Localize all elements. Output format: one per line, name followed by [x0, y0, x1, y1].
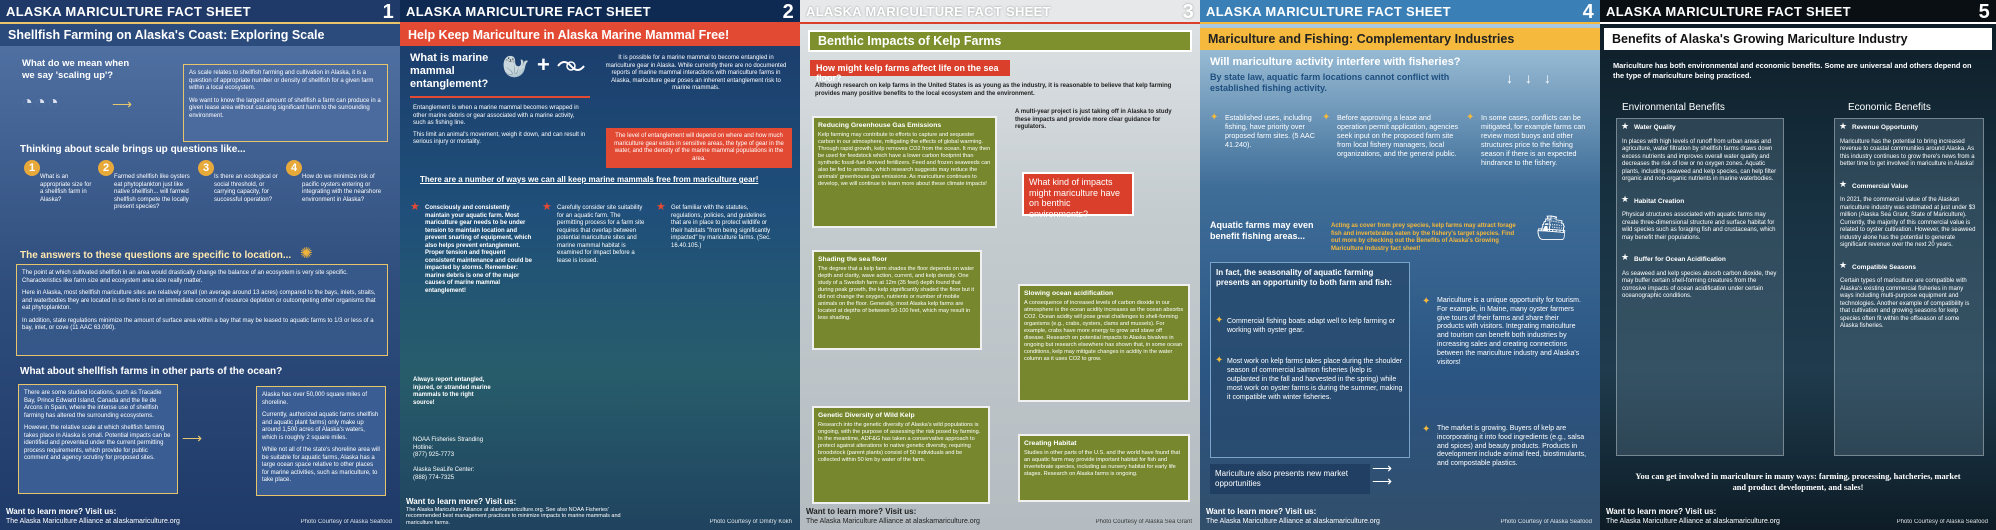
number-badge: 2: [98, 160, 114, 176]
question-text: How do we minimize risk of pacific oysters entering or integrating with the nearshore environment in Alaska?: [302, 174, 382, 203]
number-badge: 4: [286, 160, 302, 176]
law-bullet: In some cases, conflicts can be mitigated, for example farms can review most buoys and other structures price to the fishing season if there is an expected hindrance to the fishery.: [1481, 113, 1586, 167]
law-bullet: Established uses, including fishing, have priority over proposed farm sites. (5 AAC 41.240).: [1225, 113, 1315, 149]
way-item: Carefully consider site suitability for an aquatic farm. The permitting process for a farm site requires that overlap between potential mariculture sites and marine mammal habitat is examined for impact before a lease is issued.: [557, 205, 645, 264]
other-text: There are some studied locations, such as Tracadie Bay, Prince Edward Island, Canada and the Ile de Arcons in Spain, where the intense use of shellfish farming has altered the surrounding ecosystems.: [24, 390, 162, 419]
benefit-title: Water Quality: [1634, 124, 1676, 131]
fishing-boat-icon: ⛴: [1536, 215, 1567, 242]
noaa-hotline: [408, 432, 508, 487]
diamond-icon: ✦: [1466, 112, 1475, 123]
entanglement-level-box: The level of entanglement will depend on where and how much mariculture gear exists in sensitive areas, the type of gear in the water, and the density of the marine mammal populations in the area.: [606, 128, 792, 168]
sheet-subtitle: Benthic Impacts of Kelp Farms: [808, 30, 1192, 52]
box-title: Reducing Greenhouse Gas Emissions: [818, 122, 942, 129]
divider: [410, 96, 590, 98]
way-item: Consciously and consistently maintain your aquatic farm. Most mariculture gear needs to be under tension to maintain location and prevent snarling of equipment, which also helps prevent entanglement. Proper tension and frequent consistent maintenance and could be impacted by storms. Remember: marine debris is one of the major causes of marine mammal entanglement!: [425, 205, 533, 294]
other-text: While not all of the state's shoreline area will be suitable for aquatic farms, Alaska has a large ocean space relative to other places for marine activities, such as mariculture, to take place.: [262, 447, 380, 483]
fact-sheet-5: [1600, 0, 1996, 530]
entanglement-risk-text: It is possible for a marine mammal to become entangled in mariculture gear in Alaska. While currently there are no documented reports of marine mammal interactions with mariculture farms in Alaska, mariculture gear poses an inherent entanglement risk to marine mammals.: [605, 55, 787, 91]
definition-text: We want to know the largest amount of shellfish a farm can produce in a given lease area without causing significant harm to the surrounding environment.: [189, 97, 381, 119]
sheet-footer: [1606, 507, 1780, 526]
box-text: A consequence of increased levels of carbon dioxide in our atmosphere is the ocean acidity increases as the ocean absorbs CO2. Ocean acidity will pose great challenges to shell-forming organisms (e.g., crabs, oysters, clams and mussels). For example, crabs have more energy to grow and stave off disease. Research on potential impacts to Alaska bivalves in ongoing but research elsewhere has shown that, in some ocean conditions, kelp may mitigate changes in acidity in the water column as it uses CO2 to grow.: [1024, 300, 1184, 362]
box-text: Studies in other parts of the U.S. and the world have found that an aquatic farm may provide important habitat for fish and invertebrate species, including as nursery habitat for early life stages. Research on Alaska farms is ongoing.: [1024, 450, 1181, 477]
benefit-title: Habitat Creation: [1634, 197, 1685, 205]
definition-text: This limit an animal's movement, weigh it down, and can result in serious injury or mortality.: [413, 131, 586, 145]
photo-credit: Photo Courtesy of Alaska Sea Grant: [1095, 519, 1192, 525]
shading-box: [812, 250, 982, 350]
diamond-icon: ✦: [1322, 112, 1331, 123]
law-bullet: Before approving a lease and operation permit application, agencies seek input on the proposed farm site from local fishery managers, local organizations, and the general public.: [1337, 113, 1459, 158]
closing-text: You can get involved in mariculture in many ways: farming, processing, hatcheries, market and product development, and sales!: [1635, 472, 1961, 492]
fact-sheet-4: [1200, 0, 1600, 530]
entanglement-definition: [408, 100, 593, 152]
intro-text: Although research on kelp farms in the United States is as young as the industry, it is reasonable to believe that kelp farming provides many positive benefits to the local ecosystem and the environment.: [815, 83, 1172, 97]
fisheries-question: Will mariculture activity interfere with fisheries?: [1210, 56, 1461, 68]
state-law-text: By state law, aquatic farm locations cannot conflict with established fishing activity.: [1210, 72, 1450, 93]
way-item: Get familiar with the statutes, regulations, policies, and guidelines that are in place to protect wildlife or their habitats "from being significantly impacted" by mariculture farms. (Sec. 16.40.105.): [671, 205, 771, 249]
star-icon: ★: [1621, 193, 1630, 204]
footer-ask: Want to learn more? Visit us:: [6, 507, 117, 516]
sheet-header: [0, 0, 400, 24]
box-text: Research into the genetic diversity of Alaska's wild populations is ongoing, with the purpose of assessing the risk posed by farming. In the meantime, ADF&G has taken a conservative approach to protect against alterations to native genetic diversity, requiring broodstock (parent plants) consist of 50 individuals and be collected within 50 km by water of the farm.: [818, 422, 981, 463]
benefit-title: Compatible Seasons: [1852, 263, 1916, 271]
footer-ask: Want to learn more? Visit us:: [1606, 507, 1717, 516]
eco-column: [1834, 118, 1984, 456]
benefit-text: As seaweed and kelp species absorb carbon dioxide, they may buffer certain shell-forming creatures from the corrosive impacts of ocean acidification under certain oceanographic conditions.: [1622, 270, 1777, 299]
impacts-callout: What kind of impacts might mariculture have on benthic environments?: [1022, 172, 1134, 216]
arrow-right-icon: ⟶: [112, 96, 133, 112]
season-item: Most work on kelp farms takes place during the shoulder season of commercial salmon fisheries (kelp is outplanted in the fall and harvested in the spring) while most work on oyster farms is during the summer, making it compatible with winter fisheries.: [1227, 358, 1403, 401]
scale-definition-box: [183, 64, 388, 142]
sheet-subtitle: Shellfish Farming on Alaska's Coast: Exploring Scale: [0, 24, 400, 46]
scaling-question: What do we mean when we say 'scaling up'?: [22, 58, 130, 81]
star-icon: ★: [1839, 259, 1848, 270]
other-oceans-left-box: [18, 384, 178, 494]
sheet-subtitle: Help Keep Mariculture in Alaska Marine Mammal Free!: [400, 24, 800, 46]
thinking-heading: Thinking about scale brings up questions like...: [20, 144, 246, 155]
number-badge: 3: [198, 160, 214, 176]
footer-link[interactable]: The Alaska Mariculture Alliance at alaskamariculture.org. See also NOAA Fisheries' recommended best management practices to minimize impacts to marine mammals and mariculture farms.: [406, 506, 621, 526]
seal-icon: 🦭: [502, 54, 530, 79]
sheet-subtitle: Mariculture and Fishing: Complementary Industries: [1200, 28, 1600, 50]
footer-ask: Want to learn more? Visit us:: [406, 496, 517, 506]
entanglement-question: What is marine mammal entanglement?: [410, 52, 489, 90]
question-text: Farmed shellfish like oysters eat phytoplankton just like native shellfish... will farmed shellfish compete the locally present species?: [114, 174, 190, 210]
benefit-title: Buffer for Ocean Acidification: [1634, 256, 1726, 263]
seasonality-box: [1210, 262, 1410, 458]
sheet-header: [400, 0, 800, 24]
hotline-number[interactable]: (877) 925-7773: [413, 452, 455, 458]
definition-text: Entanglement is when a marine mammal becomes wrapped in other marine debris or gear associated with a marine activity, such as fishing line.: [413, 105, 579, 126]
sheet-header: [1600, 0, 1996, 24]
photo-credit: Photo Courtesy of Alaska Seafood: [300, 519, 392, 525]
benefit-title: Commercial Value: [1852, 182, 1908, 190]
hotline-label: NOAA Fisheries Stranding Hotline:: [413, 437, 484, 451]
sheet-subtitle: Benefits of Alaska's Growing Mariculture Industry: [1604, 28, 1992, 50]
footer-link[interactable]: The Alaska Mariculture Alliance at alaskamariculture.org: [6, 518, 180, 525]
footer-link[interactable]: The Alaska Mariculture Alliance at alaskamariculture.org: [1206, 518, 1380, 525]
acidification-box: [1018, 284, 1190, 402]
answer-paragraph: In addition, state regulations minimize the amount of surface area within a bay that may be leased to aquatic farms to 1/3 or less of a bay, inlet, or cove (11 AAC 63.090).: [22, 317, 374, 331]
star-icon: ★: [1621, 252, 1630, 262]
diamond-icon: ✦: [1210, 112, 1219, 123]
star-icon: ★: [1839, 121, 1848, 131]
photo-credit: Photo Courtesy of Dmitry Kokh: [709, 519, 792, 525]
sun-icon: ✺: [300, 245, 313, 262]
answers-box: [16, 264, 388, 356]
benefit-text: Physical structures associated with aquatic farms may create three-dimensional structure and surface habitat for wild species such as foraging fish and crustaceans, which may benefit their populations.: [1622, 212, 1776, 241]
benefit-text: In places with high levels of runoff from urban areas and agriculture, water filtration by shellfish farms draws down excess nutrients and improves overall water quality and decreases the risk of low or no oxygen zones. Aquatic plants, including seaweed and kelp species, can help filter organic and non-organic nutrients in marine waterbodies.: [1622, 138, 1777, 182]
genetic-box: [812, 406, 990, 504]
market-text: The market is growing. Buyers of kelp are incorporating it into food ingredients (e.g., salsa and spices) and beauty products. Products in development include animal feed, biostimulants, and compostable plastics.: [1437, 425, 1587, 468]
arrow-right-icon: ⟶ ⟶: [1372, 460, 1393, 489]
benefit-text: Acting as cover from prey species, kelp farms may attract forage fish and invertebrates eaten by the fishery's target species. Find out more by checking out the Benefits of Alaska's Growing Mariculture Industry fact sheet!: [1331, 223, 1516, 252]
habitat-box: [1018, 434, 1190, 502]
eco-heading: Economic Benefits: [1848, 102, 1931, 113]
hotline-number[interactable]: (888) 774-7325: [413, 474, 455, 481]
report-text: Always report entangled, injured, or stranded marine mammals to the right source!: [413, 377, 491, 406]
star-icon: ★: [656, 201, 666, 213]
question-text: Is there an ecological or social threshold, or carrying capacity, for successful operation?: [214, 174, 278, 203]
fact-sheet-3: [800, 0, 1200, 530]
diamond-icon: ✦: [1422, 424, 1431, 435]
other-text: Currently, authorized aquatic farms shellfish and aquatic plant farms) only make up around 1,500 acres of Alaska's waters, which is roughly 2 square miles.: [262, 412, 379, 441]
footer-link[interactable]: The Alaska Mariculture Alliance at alaskamariculture.org: [1606, 518, 1780, 525]
sheet-header: [800, 0, 1200, 24]
market-heading: Mariculture also presents new market opportunities: [1210, 464, 1370, 494]
sheet-number: 5: [1978, 1, 1990, 23]
sheet-header: [1200, 0, 1600, 24]
sheet-footer: [806, 507, 980, 526]
benefit-text: Mariculture has the potential to bring increased revenue to coastal communities around Alaska. As this industry continues to grow there's news from a better time to get involved in mariculture in Alaska!: [1840, 138, 1975, 167]
other-oceans-heading: What about shellfish farms in other parts of the ocean?: [20, 366, 283, 377]
footer-ask: Want to learn more? Visit us:: [1206, 507, 1317, 516]
star-icon: ★: [1839, 178, 1848, 189]
arrow-right-icon: ⟶: [182, 430, 203, 446]
footer-link[interactable]: The Alaska Mariculture Alliance at alaskamariculture.org: [806, 518, 980, 525]
other-text: Alaska has over 50,000 square miles of shoreline.: [262, 392, 368, 406]
benefit-text: In 2021, the commercial value of the Alaskan mariculture industry was estimated at just under $3 million (Alaska Sea Grant, State of Mariculture). Currently, the majority of this commercial value is related to oyster cultivation. However, the seaweed industry alone has the potential to generate significant revenue over the next 20 years.: [1840, 197, 1976, 248]
box-title: Slowing ocean acidification: [1024, 290, 1114, 297]
plus-icon: +: [537, 52, 550, 77]
diamond-icon: ✦: [1215, 315, 1224, 326]
box-title: Shading the sea floor: [818, 256, 888, 263]
sheet-footer: [6, 507, 180, 526]
season-item: Commercial fishing boats adapt well to kelp farming or working with oyster gear.: [1227, 318, 1396, 334]
sheet-number: 1: [382, 1, 394, 23]
header-title: ALASKA MARICULTURE FACT SHEET: [806, 3, 1051, 19]
answer-paragraph: The point at which cultivated shellfish in an area would drastically change the balance of an ecosystem is very site specific. Characteristics like farm size and ecosystem area size really matter.: [22, 270, 348, 284]
header-title: ALASKA MARICULTURE FACT SHEET: [1606, 3, 1851, 19]
sheet-footer: [406, 497, 636, 527]
env-heading: Environmental Benefits: [1622, 102, 1725, 113]
market-text: Mariculture is a unique opportunity for tourism. For example, in Maine, many oyster farmers give tours of their farms and share their products with visitors. Integrating mariculture and tourism can benefit both industries by increasing sales and creating connections between the mariculture industry and Alaska's visitors!: [1437, 297, 1581, 366]
question-text: What is an appropriate size for a shellfish farm in Alaska?: [40, 174, 92, 203]
ways-heading: There are a number of ways we can all keep marine mammals free from mariculture gear!: [420, 175, 759, 184]
answer-paragraph: Here in Alaska, most shellfish mariculture sites are relatively small (on average around 13 acres) compared to the bays, inlets, straits, and waterbodies they are located in so there is not an immediate concern of resource depletion or outcompeting other organisms that eat phytoplankton.: [22, 290, 376, 311]
diamond-icon: ✦: [1422, 296, 1431, 307]
box-title: Creating Habitat: [1024, 440, 1077, 447]
fact-sheet-2: [400, 0, 800, 530]
benefit-heading: Aquatic farms may even benefit fishing areas...: [1210, 220, 1314, 241]
ghg-box: [812, 116, 997, 228]
other-oceans-right-box: [256, 386, 386, 496]
star-icon: ★: [542, 201, 552, 213]
benefit-text: Certain types of mariculture are compatible with Alaska's existing commercial fisheries in many ways including multi-purpose equipment and technologies. Another example of compatibility is that cultivation and growing seasons for kelp species often fit within the offseason of some Alaska fisheries.: [1840, 278, 1970, 329]
other-text: However, the relative scale at which shellfish farming takes place in Alaska is small. Potential impacts can be identified and prevented under the current permitting process requirements, which provide for public comment and agency scrutiny for proposed sites.: [24, 425, 171, 461]
star-icon: ★: [410, 201, 420, 213]
sheet-number: 3: [1182, 1, 1194, 23]
number-badge: 1: [24, 160, 40, 176]
benefit-title: Revenue Opportunity: [1852, 124, 1919, 131]
star-icon: ★: [1621, 121, 1630, 131]
photo-credit: Photo Courtesy of Alaska Seafood: [1500, 519, 1592, 525]
sheet-number: 4: [1582, 1, 1594, 23]
sheet-footer: [1206, 507, 1380, 526]
header-title: ALASKA MARICULTURE FACT SHEET: [6, 3, 251, 19]
photo-credit: Photo Courtesy of Alaska Seafood: [1896, 519, 1988, 525]
diamond-icon: ✦: [1215, 355, 1224, 366]
box-text: Kelp farming may contribute to efforts to capture and sequester carbon in our atmosphere, mitigating the effects of global warming. Through rapid growth, kelp removes CO2 from the ocean. It may then be used for feedstock which have a lower carbon footprint than synthetic fossil-fuel derived fertilizers. Feed and frozen seaweeds can also be fed to animals, which research suggests may reduce the animals' greenhouse gas emissions. As mariculture continues to develop, we will continue to learn more about these climate impacts!: [818, 132, 991, 187]
season-heading: In fact, the seasonality of aquatic farming presents an opportunity to both farm and fish:: [1216, 268, 1392, 287]
sheet-number: 2: [782, 1, 794, 23]
header-title: ALASKA MARICULTURE FACT SHEET: [1206, 3, 1451, 19]
arrow-down-icon: ↓↓↓: [1506, 70, 1563, 86]
intro-text: Mariculture has both environmental and economic benefits. Some are universal and others depend on the type of mariculture being practiced.: [1613, 61, 1972, 80]
multi-year-text: A multi-year project is just taking off in Alaska to study these impacts and provide more clear guidance for regulators.: [1015, 109, 1172, 130]
answers-heading: The answers to these questions are specific to location...: [20, 250, 292, 261]
hotline-label: Alaska SeaLife Center:: [413, 467, 475, 473]
oyster-icon: ◔◔◔: [22, 92, 61, 112]
rope-icon: [556, 56, 586, 76]
env-column: [1616, 118, 1784, 456]
seafloor-question: How might kelp farms affect life on the sea floor?: [810, 60, 1010, 76]
definition-text: As scale relates to shellfish farming and cultivation in Alaska, it is a question of appropriate number or density of shellfish for a given farm within a local ecosystem.: [189, 70, 374, 91]
box-text: The degree that a kelp farm shades the floor depends on water depth and clarity, wave action, current, and kelp density. One study of a Swedish farm at 12m (35 feet) depth found that during peak growth, the kelp significantly shaded the floor but it did not change the oxygen, nutrients or number of mobile animals on the floor. Generally, most Alaska kelp farms are located at depths of between 50-100 feet, which may result in less shading.: [818, 266, 975, 321]
header-title: ALASKA MARICULTURE FACT SHEET: [406, 3, 651, 19]
box-title: Genetic Diversity of Wild Kelp: [818, 412, 915, 419]
fact-sheet-1: [0, 0, 400, 530]
footer-ask: Want to learn more? Visit us:: [806, 507, 917, 516]
